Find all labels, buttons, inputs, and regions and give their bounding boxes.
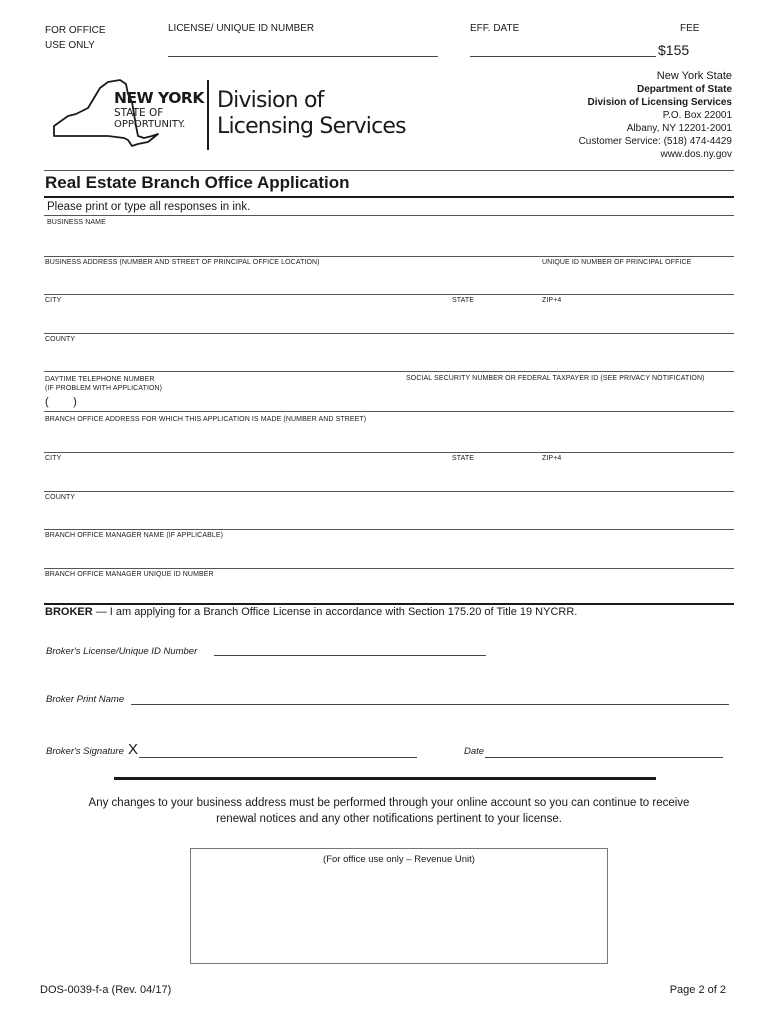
agency-line7: www.dos.ny.gov xyxy=(660,149,732,160)
unique-id-principal-label: UNIQUE ID NUMBER OF PRINCIPAL OFFICE xyxy=(542,259,692,266)
broker-signature-label: Broker's Signature xyxy=(46,746,124,757)
branch-county-label: COUNTY xyxy=(45,494,76,501)
instructions-rule xyxy=(44,215,734,216)
logo-opportunity: OPPORTUNITY. xyxy=(114,119,186,130)
form-title: Real Estate Branch Office Application xyxy=(45,173,350,192)
zip-label: ZIP+4 xyxy=(542,297,562,304)
office-use-line1: FOR OFFICE xyxy=(45,25,106,36)
logo-division-line2: Licensing Services xyxy=(217,114,406,139)
broker-statement xyxy=(45,606,577,618)
broker-statement-text: — I am applying for a Branch Office License in accordance with Section 175.20 of Title 19 NYCRR. xyxy=(92,606,578,618)
office-use-box-label: (For office use only – Revenue Unit) xyxy=(323,854,475,865)
business-name-label: BUSINESS NAME xyxy=(47,219,106,226)
agency-line5: Albany, NY 12201-2001 xyxy=(626,123,732,134)
notice-line2: renewal notices and any other notifications pertinent to your license. xyxy=(216,812,562,825)
license-id-label: LICENSE/ UNIQUE ID NUMBER xyxy=(168,23,315,34)
manager-name-label: BRANCH OFFICE MANAGER NAME (IF APPLICABLE) xyxy=(45,532,224,539)
branch-address-field[interactable] xyxy=(44,452,734,453)
manager-name-field[interactable] xyxy=(44,568,734,569)
phone-label-line2: (IF PROBLEM WITH APPLICATION) xyxy=(45,385,163,392)
broker-print-name-label: Broker Print Name xyxy=(46,694,125,705)
date-field[interactable] xyxy=(485,757,723,758)
office-use-label xyxy=(45,23,106,53)
agency-line4: P.O. Box 22001 xyxy=(662,110,732,121)
license-id-line[interactable] xyxy=(168,56,438,57)
city-state-zip-field[interactable] xyxy=(44,333,734,334)
logo-state-of: STATE OF xyxy=(114,107,164,119)
broker-license-field[interactable] xyxy=(214,655,486,656)
agency-line3: Division of Licensing Services xyxy=(587,97,732,108)
form-id: DOS-0039-f-a (Rev. 04/17) xyxy=(40,984,172,996)
business-address-field[interactable] xyxy=(44,294,734,295)
logo-division-title xyxy=(217,88,406,140)
broker-signature-field[interactable] xyxy=(139,757,417,758)
page-number: Page 2 of 2 xyxy=(669,984,726,996)
title-top-rule xyxy=(44,170,734,171)
logo-division-line1: Division of xyxy=(217,88,324,113)
broker-print-name-field[interactable] xyxy=(131,704,729,705)
office-use-box xyxy=(190,848,608,964)
eff-date-label: EFF. DATE xyxy=(470,23,520,34)
branch-zip-label: ZIP+4 xyxy=(542,455,562,462)
logo-new-york: NEW YORK xyxy=(114,89,204,107)
broker-license-label: Broker's License/Unique ID Number xyxy=(46,646,198,657)
instructions: Please print or type all responses in ink. xyxy=(47,201,251,213)
branch-city-state-zip-field[interactable] xyxy=(44,491,734,492)
county-field[interactable] xyxy=(44,371,734,372)
business-name-field[interactable] xyxy=(44,256,734,257)
manager-id-label: BRANCH OFFICE MANAGER UNIQUE ID NUMBER xyxy=(45,571,214,578)
fee-label: FEE xyxy=(680,23,700,34)
phone-ssn-field[interactable] xyxy=(44,411,734,412)
city-label: CITY xyxy=(45,297,62,304)
section-divider xyxy=(114,777,656,780)
office-use-line2: USE ONLY xyxy=(45,40,95,51)
state-label: STATE xyxy=(452,297,475,304)
eff-date-line[interactable] xyxy=(470,56,656,57)
agency-address xyxy=(579,70,732,161)
phone-label-line1: DAYTIME TELEPHONE NUMBER xyxy=(45,376,155,383)
county-label: COUNTY xyxy=(45,336,76,343)
signature-x-mark: X xyxy=(128,741,139,758)
logo-divider xyxy=(207,80,209,150)
agency-line6: Customer Service: (518) 474-4429 xyxy=(578,136,732,147)
branch-address-label: BRANCH OFFICE ADDRESS FOR WHICH THIS APPLICATION IS MADE (NUMBER AND STREET) xyxy=(45,416,367,423)
manager-id-field[interactable] xyxy=(44,603,734,605)
branch-city-label: CITY xyxy=(45,455,62,462)
notice-line1: Any changes to your business address must be performed through your online account so you can continue to receive xyxy=(88,797,690,809)
address-change-notice xyxy=(44,796,734,827)
fee-value: $155 xyxy=(658,42,690,58)
ssn-label: SOCIAL SECURITY NUMBER OR FEDERAL TAXPAYER ID (SEE PRIVACY NOTIFICATION) xyxy=(406,375,705,382)
broker-heading: BROKER xyxy=(45,606,93,618)
date-label: Date xyxy=(464,746,485,757)
phone-label xyxy=(45,375,162,393)
branch-county-field[interactable] xyxy=(44,529,734,530)
business-address-label: BUSINESS ADDRESS (NUMBER AND STREET OF PRINCIPAL OFFICE LOCATION) xyxy=(45,259,320,266)
title-bottom-rule xyxy=(44,196,734,198)
phone-parens[interactable]: ( ) xyxy=(45,396,77,408)
agency-line2: Department of State xyxy=(636,84,732,95)
nys-logo xyxy=(48,78,428,150)
branch-state-label: STATE xyxy=(452,455,475,462)
agency-line1: New York State xyxy=(656,70,732,82)
